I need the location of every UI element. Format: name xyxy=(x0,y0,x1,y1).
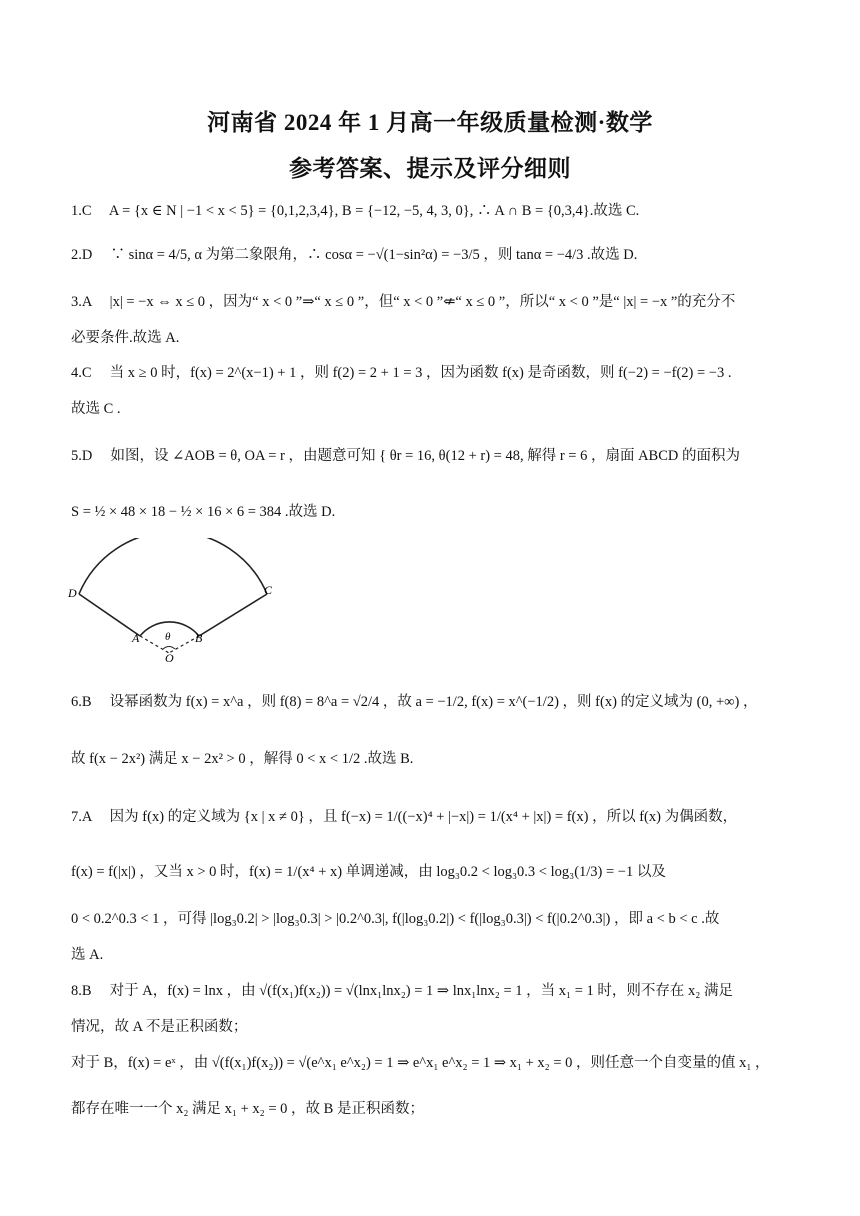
answer-line-6a: 6.B 设幂函数为 f(x) = x^a ，则 f(8) = 8^a = √2/4 ，故 a = −1/2, f(x) = x^(−1/2) ，则 f(x) 的定义域为 (0, +∞) ， xyxy=(71,694,758,710)
answer-line-8c: 对于 B，f(x) = eˣ ，由 √(f(x₁)f(x₂)) = √(e^x₁ e^x₂) = 1 ⇒ e^x₁ e^x₂ = 1 ⇒ x₁ + x₂ = 0 ，则任意一个自变量的值 x₁ ， xyxy=(71,1055,770,1071)
answer-line-7c: 0 < 0.2^0.3 < 1 ，可得 |log₃0.2| > |log₃0.3| > |0.2^0.3|, f(|log₃0.2|) < f(|log₃0.3|) < f(|0.2^0.3|) ，即 a < b < c .故 xyxy=(71,911,720,927)
answer-line-1: 1.C A = {x ∈ N | −1 < x < 5} = {0,1,2,3,4}, B = {−12, −5, 4, 3, 0}, ∴ A ∩ B = {0,3,4}.故选 C. xyxy=(71,203,640,219)
answer-line-3b: 必要条件.故选 A. xyxy=(71,330,180,346)
answer-line-8a: 8.B 对于 A，f(x) = lnx ，由 √(f(x₁)f(x₂)) = √(lnx₁lnx₂) = 1 ⇒ lnx₁lnx₂ = 1 ，当 x₁ = 1 时，则不存在 x₂ 满足 xyxy=(71,983,733,999)
outer-arc xyxy=(79,538,267,594)
answer-line-8d: 都存在唯一一个 x₂ 满足 x₁ + x₂ = 0 ，故 B 是正积函数； xyxy=(71,1101,424,1117)
label-c: C xyxy=(264,583,273,597)
answer-line-5a: 5.D 如图，设 ∠AOB = θ, OA = r ，由题意可知 { θr = 16, θ(12 + r) = 48, 解得 r = 6 ，扇面 ABCD 的面积为 xyxy=(71,448,740,464)
label-o: O xyxy=(165,651,174,664)
answer-line-7d: 选 A. xyxy=(71,947,104,963)
answer-line-8b: 情况，故 A 不是正积函数； xyxy=(71,1019,248,1035)
label-b: B xyxy=(195,631,203,645)
angle-mark xyxy=(163,647,175,650)
answer-line-2: 2.D ∵ sinα = 4/5, α 为第二象限角，∴ cosα = −√(1−sin²α) = −3/5 ，则 tanα = −4/3 .故选 D. xyxy=(71,247,638,263)
page-title: 河南省 2024 年 1 月高一年级质量检测·数学 xyxy=(207,110,653,135)
answer-line-4a: 4.C 当 x ≥ 0 时，f(x) = 2^(x−1) + 1 ，则 f(2) = 2 + 1 = 3 ，因为函数 f(x) 是奇函数，则 f(−2) = −f(2) = −3 . xyxy=(71,365,732,381)
answer-line-6b: 故 f(x − 2x²) 满足 x − 2x² > 0 ，解得 0 < x < 1/2 .故选 B. xyxy=(71,751,414,767)
answer-line-4b: 故选 C . xyxy=(71,401,121,417)
label-a: A xyxy=(132,631,140,645)
label-theta: θ xyxy=(165,631,171,643)
answer-line-7b: f(x) = f(|x|) ，又当 x > 0 时，f(x) = 1/(x⁴ + x) 单调递减，由 log₃0.2 < log₃0.3 < log₃(1/3) = −1 以及 xyxy=(71,864,666,880)
answer-line-3a: 3.A |x| = −x ⇔ x ≤ 0 ，因为“ x < 0 ”⇒“ x ≤ 0 ”，但“ x < 0 ”⇍“ x ≤ 0 ”，所以“ x < 0 ”是“ |x| = −x ”的充分不 xyxy=(71,294,736,310)
side-cb xyxy=(199,594,267,636)
label-d: D xyxy=(68,586,77,600)
answer-line-5b: S = ½ × 48 × 18 − ½ × 16 × 6 = 384 .故选 D. xyxy=(71,504,336,520)
sector-figure xyxy=(68,538,278,664)
page-subtitle: 参考答案、提示及评分细则 xyxy=(289,156,571,181)
answer-line-7a: 7.A 因为 f(x) 的定义域为 {x | x ≠ 0} ，且 f(−x) = 1/((−x)⁴ + |−x|) = 1/(x⁴ + |x|) = f(x) ，所以 f(x) 为偶函数， xyxy=(71,809,738,825)
side-da xyxy=(79,594,140,636)
